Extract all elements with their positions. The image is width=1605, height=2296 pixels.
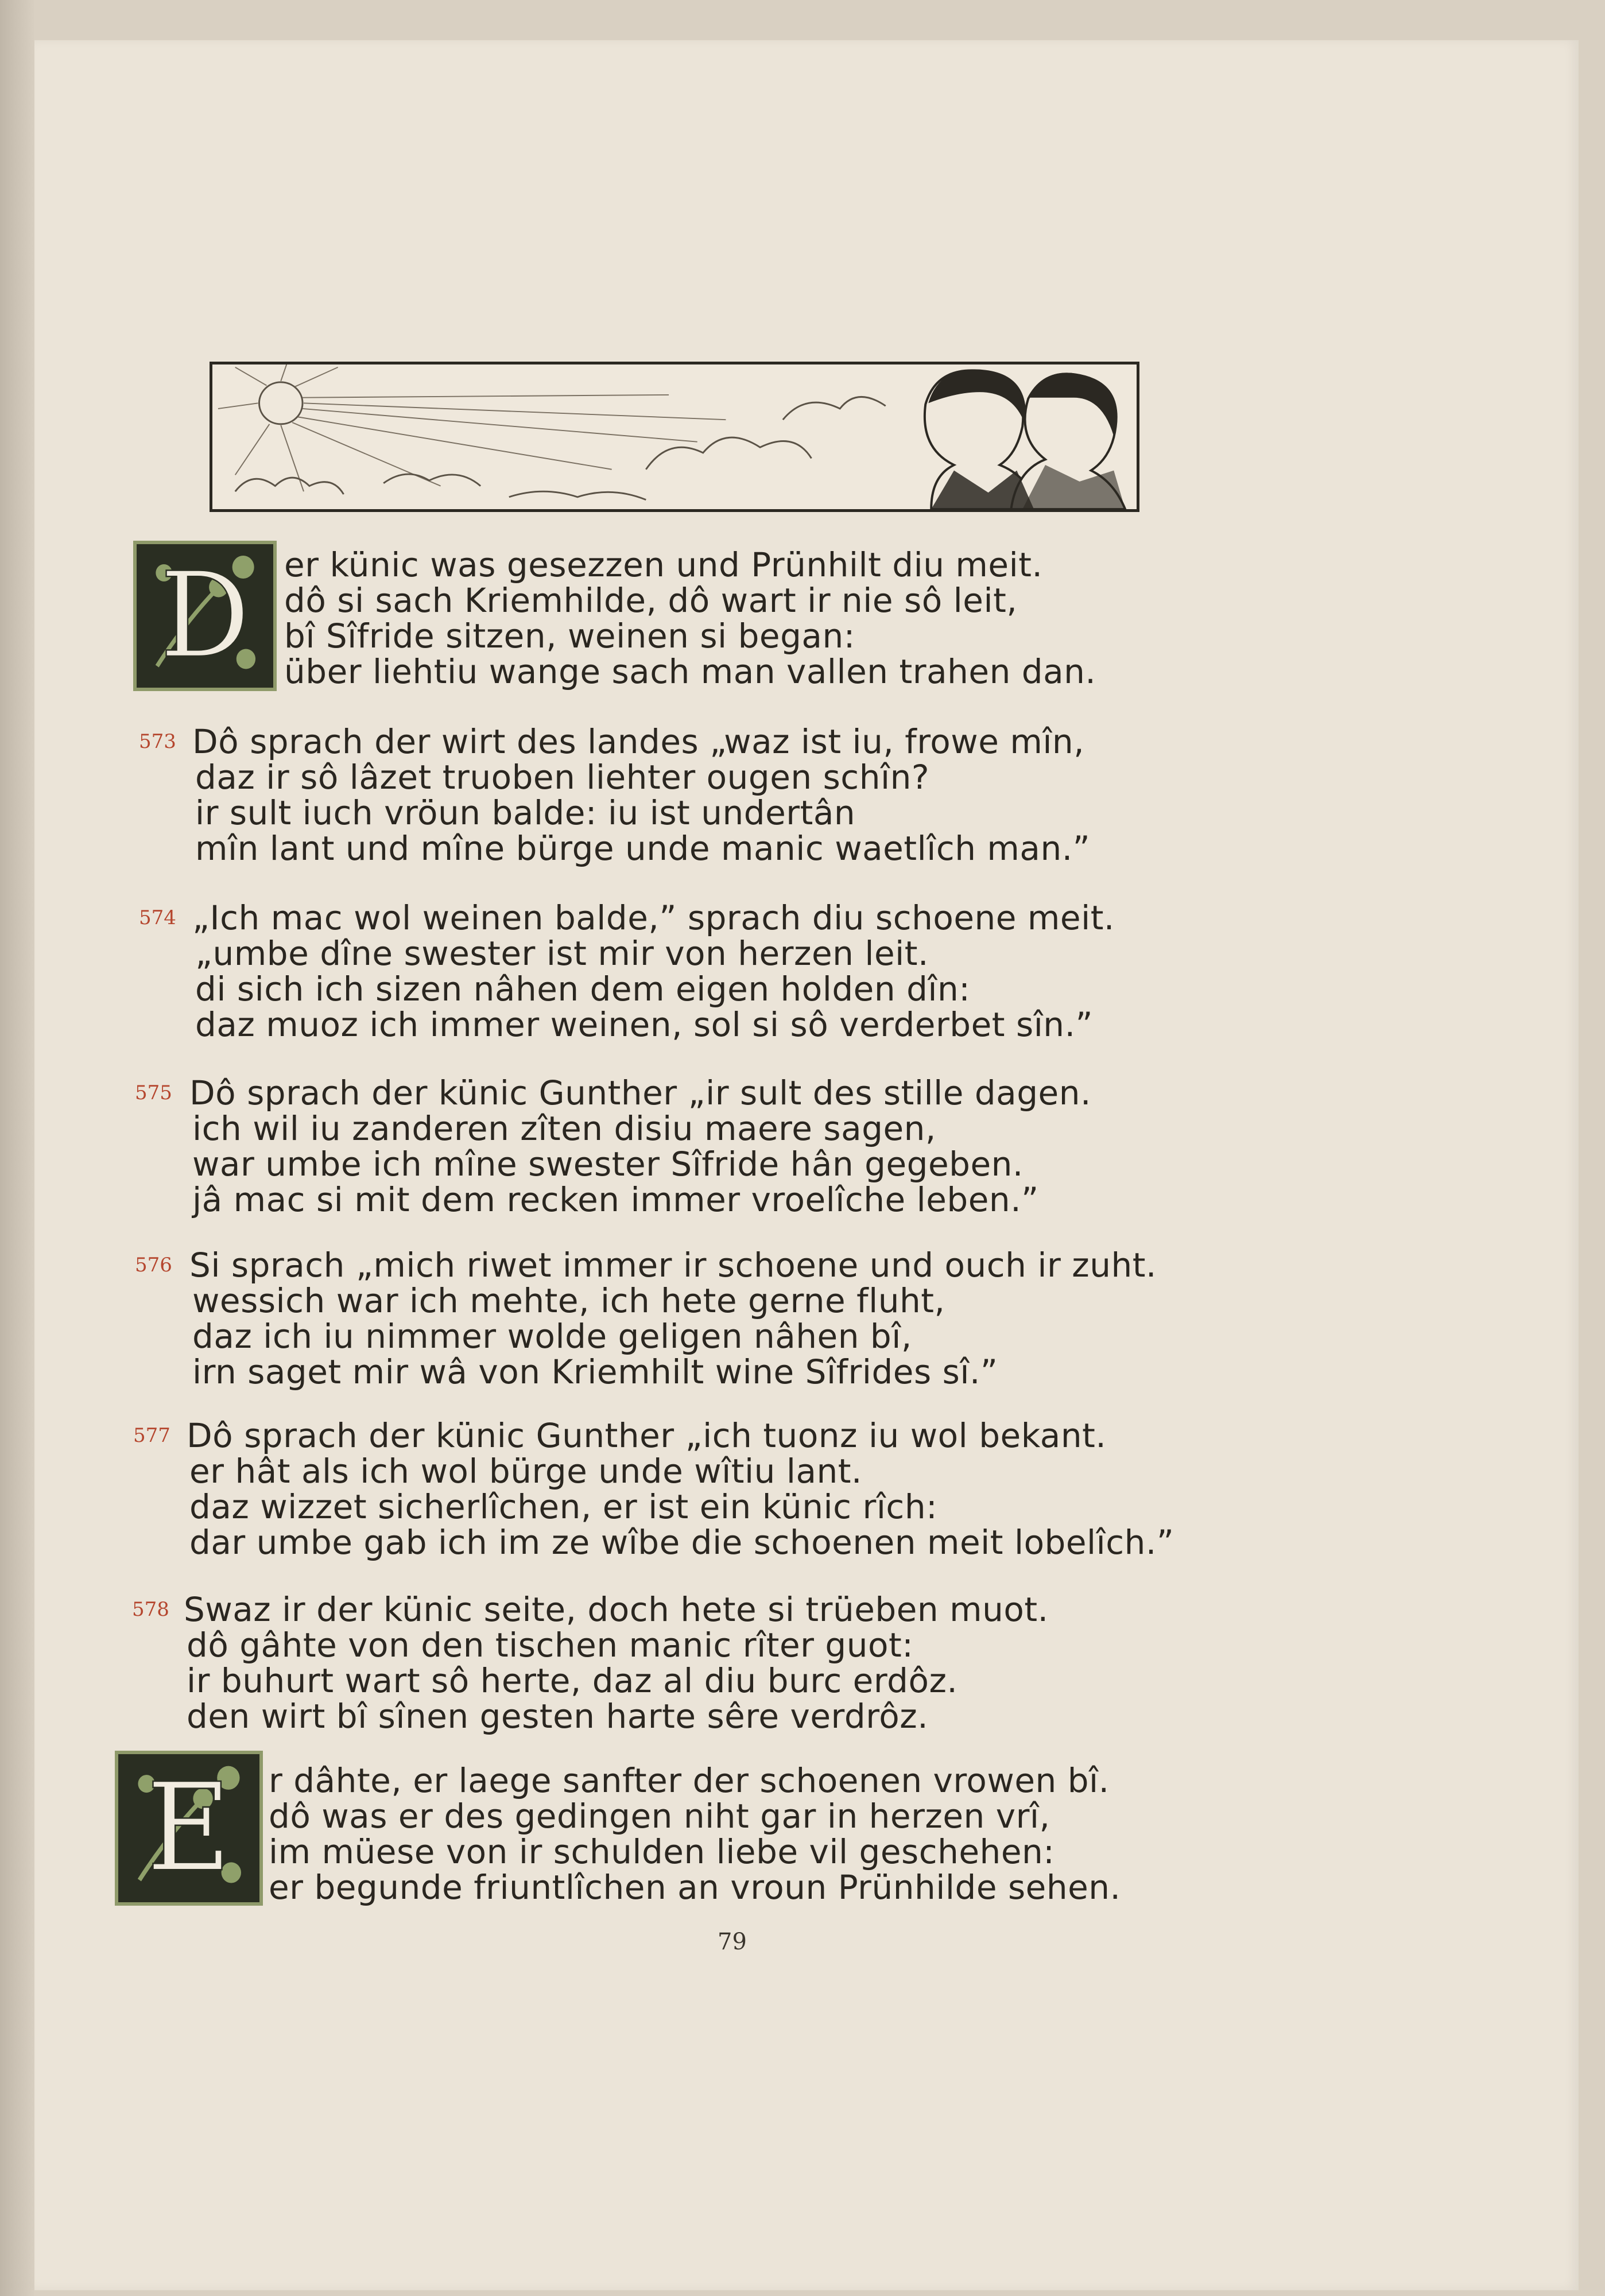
stanza-number: 573 bbox=[139, 730, 176, 753]
verse-line: daz muoz ich immer weinen, sol si sô verderbet sîn.” bbox=[195, 1005, 1094, 1044]
verse-line: daz ich iu nimmer wolde geligen nâhen bî, bbox=[192, 1317, 912, 1356]
verse-line: er begunde friuntlîchen an vroun Prünhilde sehen. bbox=[269, 1868, 1121, 1907]
verse-line: Dô sprach der künic Gunther „ir sult des stille dagen. bbox=[189, 1073, 1091, 1112]
stanza-number: 575 bbox=[135, 1081, 172, 1104]
verse-line: dar umbe gab ich im ze wîbe die schoenen meit lobelîch.” bbox=[189, 1523, 1174, 1562]
verse-line: ir sult iuch vröun balde: iu ist undertân bbox=[195, 793, 856, 832]
verse-line: „umbe dîne swester ist mir von herzen leit. bbox=[195, 934, 929, 973]
verse-line: über liehtiu wange sach man vallen trahen dan. bbox=[284, 652, 1096, 691]
verse-line: im müese von ir schulden liebe vil geschehen: bbox=[269, 1832, 1055, 1871]
stanza-number: 576 bbox=[135, 1254, 172, 1277]
stanza-number: 578 bbox=[132, 1598, 169, 1621]
verse-line: Dô sprach der künic Gunther „ich tuonz iu wol bekant. bbox=[187, 1416, 1107, 1455]
stanza-number: 577 bbox=[133, 1424, 170, 1447]
verse-line: wessich war ich mehte, ich hete gerne fluht, bbox=[192, 1281, 945, 1320]
verse-line: di sich ich sizen nâhen dem eigen holden dîn: bbox=[195, 969, 971, 1009]
verse-line: war umbe ich mîne swester Sîfride hân gegeben. bbox=[192, 1145, 1024, 1184]
verse-line: jâ mac si mit dem recken immer vroelîche leben.” bbox=[192, 1180, 1039, 1219]
page-number: 79 bbox=[718, 1929, 747, 1955]
verse-line: ich wil iu zanderen zîten disiu maere sagen, bbox=[192, 1109, 936, 1148]
initial-letter-e bbox=[115, 1751, 263, 1906]
verse-line: r dâhte, er laege sanfter der schoenen vrowen bî. bbox=[269, 1761, 1110, 1800]
verse-line: dô was er des gedingen niht gar in herzen vrî, bbox=[269, 1797, 1050, 1836]
verse-line: er künic was gesezzen und Prünhilt diu meit. bbox=[284, 545, 1043, 584]
verse-line: Dô sprach der wirt des landes „waz ist iu, frowe mîn, bbox=[192, 722, 1085, 761]
verse-line: den wirt bî sînen gesten harte sêre verdrôz. bbox=[187, 1697, 929, 1736]
initial-letter-d bbox=[133, 541, 277, 691]
verse-line: „Ich mac wol weinen balde,” sprach diu schoene meit. bbox=[192, 898, 1115, 937]
stanza-number: 574 bbox=[139, 906, 176, 929]
verse-line: irn saget mir wâ von Kriemhilt wine Sîfrides sî.” bbox=[192, 1352, 998, 1391]
verse-line: daz ir sô lâzet truoben liehter ougen schîn? bbox=[195, 758, 930, 797]
verse-line: Si sprach „mich riwet immer ir schoene und ouch ir zuht. bbox=[189, 1246, 1157, 1285]
verse-line: er hât als ich wol bürge unde wîtiu lant. bbox=[189, 1452, 862, 1491]
verse-line: dô si sach Kriemhilde, dô wart ir nie sô leit, bbox=[284, 581, 1018, 620]
initial-letter-glyph: E bbox=[146, 1756, 231, 1899]
verse-line: Swaz ir der künic seite, doch hete si trüeben muot. bbox=[184, 1590, 1049, 1629]
initial-letter-glyph: D bbox=[160, 547, 250, 685]
verse-line: bî Sîfride sitzen, weinen si began: bbox=[284, 616, 855, 656]
verse-line: ir buhurt wart sô herte, daz al diu burc erdôz. bbox=[187, 1661, 958, 1700]
verse-line: daz wizzet sicherlîchen, er ist ein künic rîch: bbox=[189, 1487, 938, 1526]
verse-line: dô gâhte von den tischen manic rîter guot: bbox=[187, 1626, 914, 1665]
verse-line: mîn lant und mîne bürge unde manic waetlîch man.” bbox=[195, 829, 1091, 868]
book-gutter bbox=[0, 0, 34, 2296]
header-vignette-illustration bbox=[210, 362, 1139, 512]
